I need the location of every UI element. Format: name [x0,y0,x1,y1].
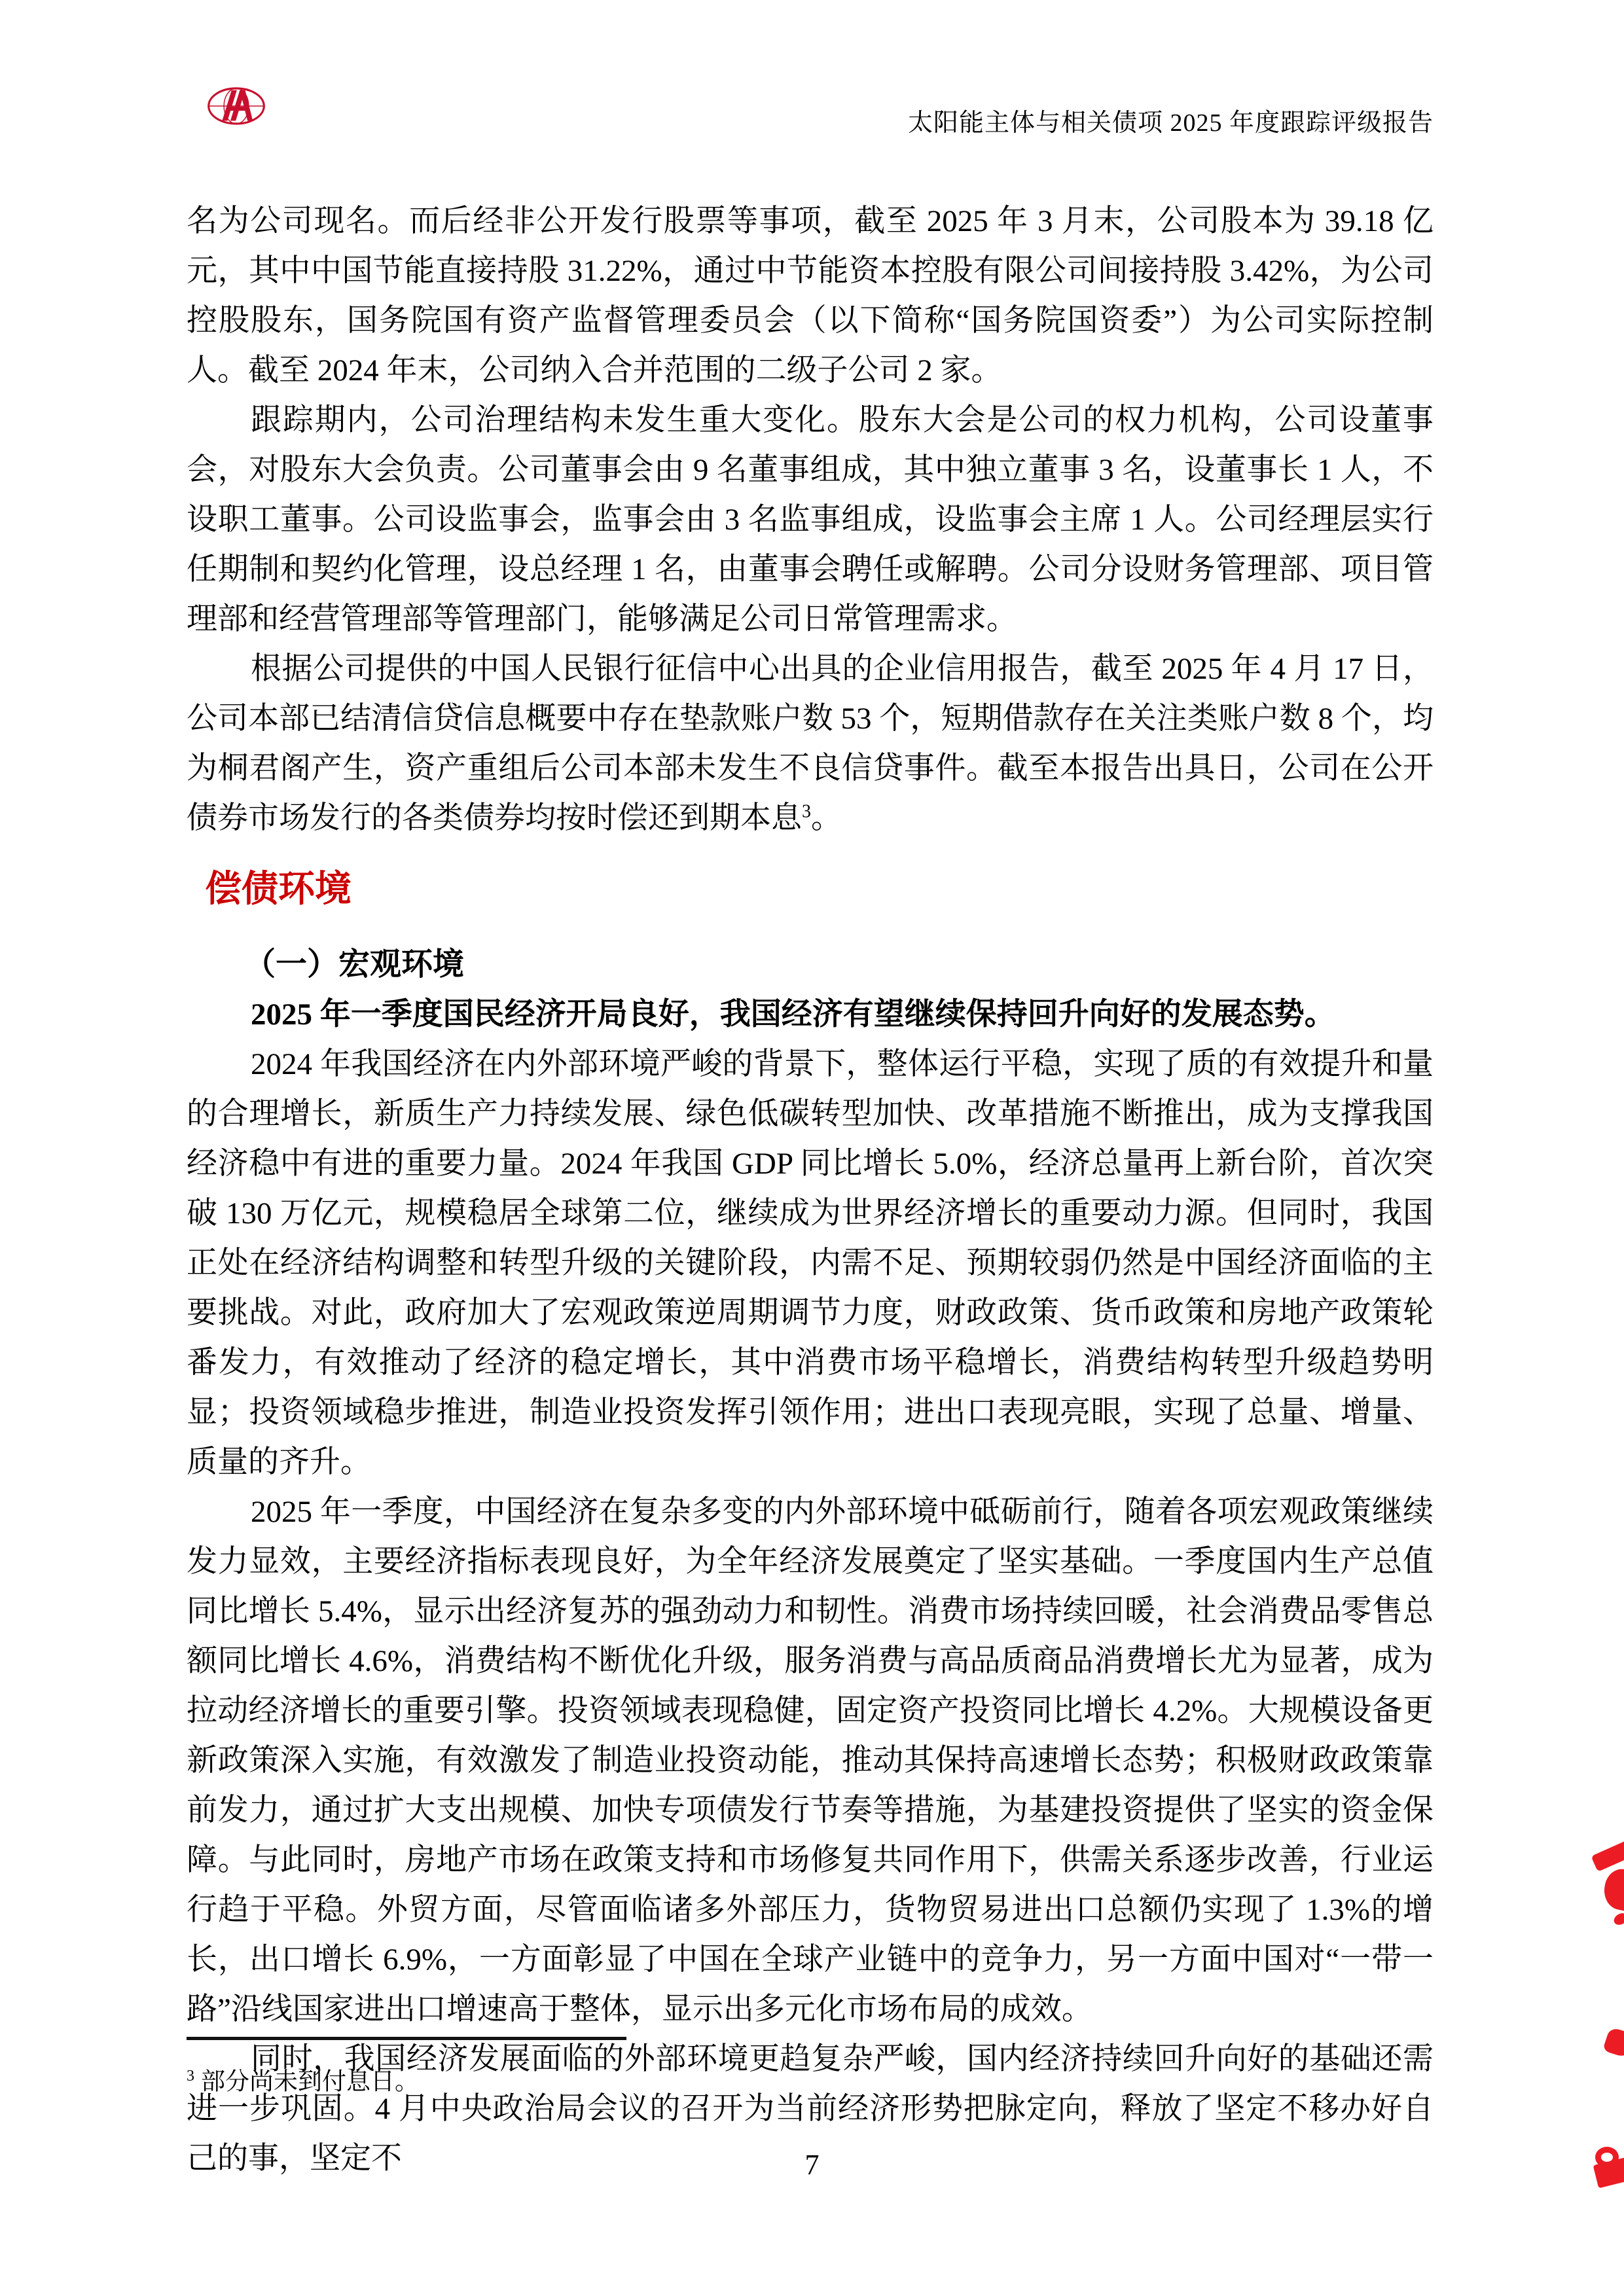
footnote-block [187,2037,1434,2097]
paragraph-2025-q1-economy: 2025 年一季度，中国经济在复杂多变的内外部环境中砥砺前行，随着各项宏观政策继续发力显效，主要经济指标表现良好，为全年经济发展奠定了坚实基础。一季度国内生产总值同比增长 5.4%，显示出经济复苏的强劲动力和韧性。消费市场持续回暖，社会消费品零售总额同比增长 4.6%，消费结构不断优化升级，服务消费与高品质商品消费增长尤为显著，成为拉动经济增长的重要引擎。投资领域表现稳健，固定资产投资同比增长 4.2%。大规模设备更新政策深入实施，有效激发了制造业投资动能，推动其保持高速增长态势；积极财政政策靠前发力，通过扩大支出规模、加快专项债发行节奏等措施，为基建投资提供了坚实的资金保障。与此同时，房地产市场在政策支持和市场修复共同作用下，供需关系逐步改善，行业运行趋于平稳。外贸方面，尽管面临诸多外部压力，货物贸易进出口总额仍实现了 1.3%的增长，出口增长 6.9%，一方面彰显了中国在全球产业链中的竞争力，另一方面中国对“一带一路”沿线国家进出口增速高于整体，显示出多元化市场布局的成效。 [187,1495,1434,2026]
credit-record-period: 。 [811,801,842,835]
footnote-divider [187,2037,626,2040]
stamp-fragment-icon [1602,2026,1624,2058]
credit-record-text: 根据公司提供的中国人民银行征信中心出具的企业信用报告，截至 2025 年 4 月 17 日，公司本部已结清信贷信息概要中存在垫款账户数 53 个，短期借款存在关注类账户数 8 个，均为桐君阁产生，资产重组后公司本部未发生不良信贷事件。截至本报告出具日，公司在公开债券市场发行的各类债券均按时偿还到期本息 [187,652,1434,835]
footnote-ref-3: 3 [802,801,811,822]
paragraph-credit-record [187,644,1434,843]
stamp-fragment-icon [1612,1911,1624,1928]
paragraph-2024-economy: 2024 年我国经济在内外部环境严峻的背景下，整体运行平稳，实现了质的有效提升和量的合理增长，新质生产力持续发展、绿色低碳转型加快、改革措施不断推出，成为支撑我国经济稳中有进的重要力量。2024 年我国 GDP 同比增长 5.0%，经济总量再上新台阶，首次突破 130 万亿元，规模稳居全球第二位，继续成为世界经济增长的重要动力源。但同时，我国正处在经济结构调整和转型升级的关键阶段，内需不足、预期较弱仍然是中国经济面临的主要挑战。对此，政府加大了宏观政策逆周期调节力度，财政政策、货币政策和房地产政策轮番发力，有效推动了经济的稳定增长，其中消费市场平稳增长，消费结构转型升级趋势明显；投资领域稳步推进，制造业投资发挥引领作用；进出口表现亮眼，实现了总量、增量、质量的齐升。 [187,1047,1434,1479]
paragraph-governance: 跟踪期内，公司治理结构未发生重大变化。股东大会是公司的权力机构，公司设董事会，对股东大会负责。公司董事会由 9 名董事组成，其中独立董事 3 名，设董事长 1 人，不设职工董事。公司设监事会，监事会由 3 名监事组成，设监事会主席 1 人。公司经理层实行任期制和契约化管理，设总经理 1 名，由董事会聘任或解聘。公司分设财务管理部、项目管理部和经营管理部等管理部门，能够满足公司日常管理需求。 [187,403,1434,636]
report-header-title: 太阳能主体与相关债项 2025 年度跟踪评级报告 [907,109,1434,137]
page-number: 7 [804,2149,820,2181]
paragraph-outlook: 同时，我国经济发展面临的外部环境更趋复杂严峻，国内经济持续回升向好的基础还需进一步巩固。4 月中央政治局会议的召开为当前经济形势把脉定向，释放了坚定不移办好自己的事，坚定不 [187,2042,1434,2176]
footnote-text [187,2061,1434,2097]
footnote-marker: 3 [187,2068,194,2085]
stamp-fragment-icon [1591,1839,1624,1872]
sub-heading-macro-environment: （一）宏观环境 [244,947,465,982]
stamp-fragment-icon [1600,1866,1624,1912]
paragraph-lead-statement: 2025 年一季度国民经济开局良好，我国经济有望继续保持回升向好的发展态势。 [251,997,1335,1031]
footnote-content: 部分尚未到付息日。 [201,2068,419,2096]
section-heading-debt-environment: 偿债环境 [205,869,352,910]
paragraph-company-ownership: 名为公司现名。而后经非公开发行股票等事项，截至 2025 年 3 月末，公司股本为 39.18 亿元，其中中国节能直接持股 31.22%，通过中节能资本控股有限公司间接持股 3.42%，为公司控股股东，国务院国有资产监督管理委员会（以下简称“国务院国资委”）为公司实际控制人。截至 2024 年末，公司纳入合并范围的二级子公司 2 家。 [187,204,1434,387]
document-body [187,196,1434,2183]
